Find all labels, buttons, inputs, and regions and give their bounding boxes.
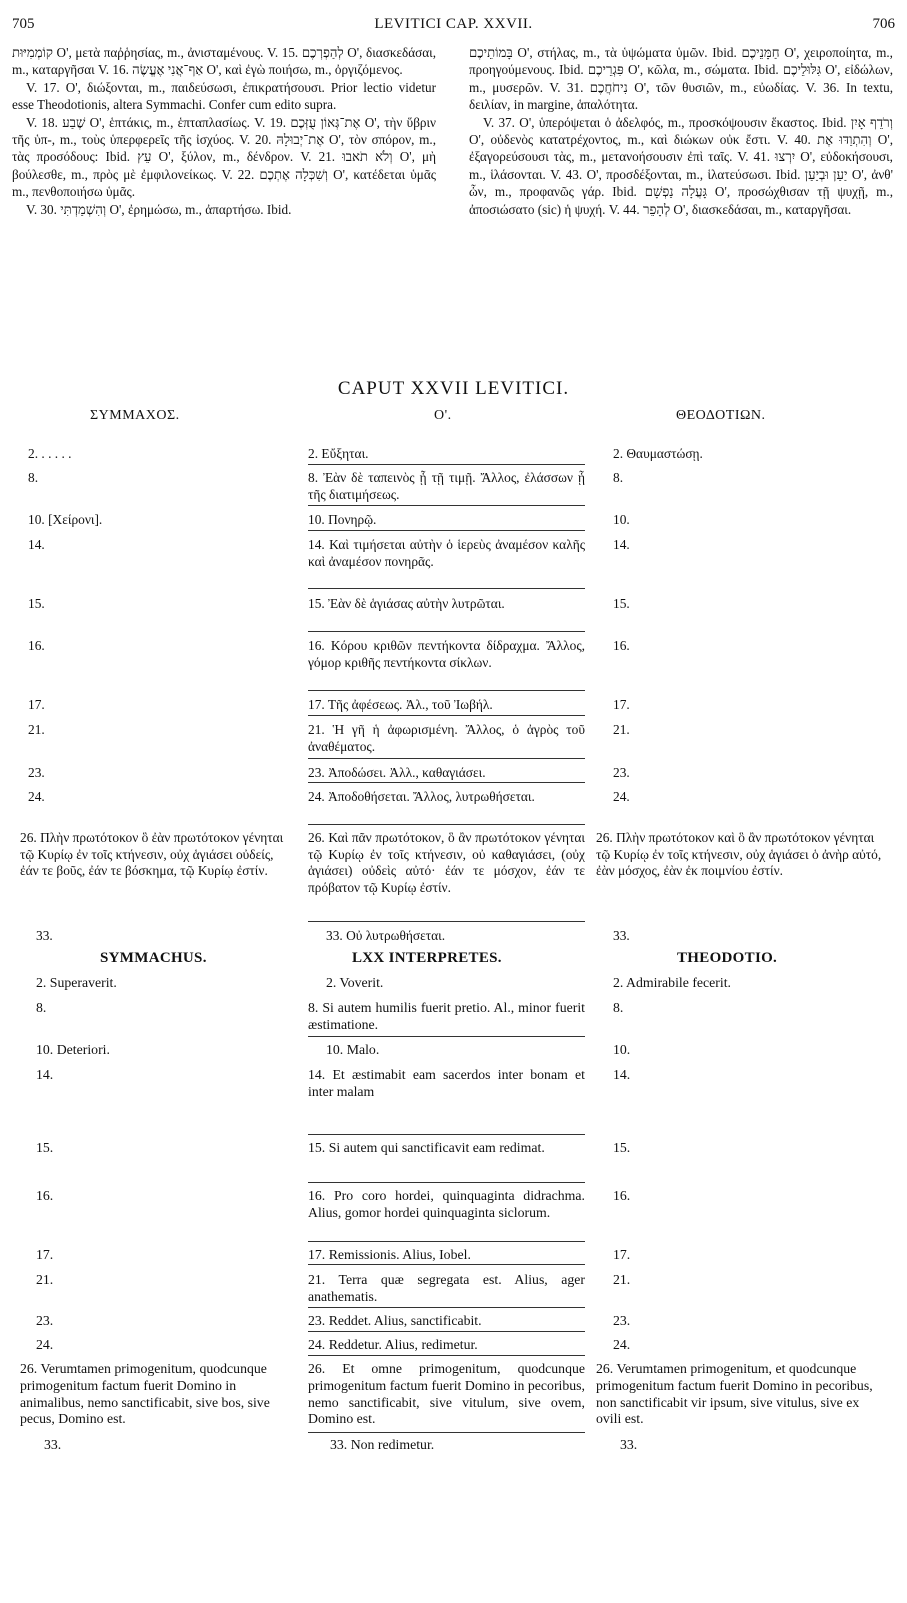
latin-theodotio-verse: 23.	[613, 1313, 631, 1328]
latin-symmachus-verse: 8.	[36, 1000, 47, 1015]
latin-header-symmachus: SYMMACHUS.	[100, 950, 207, 966]
latin-lxx-verse: 23. Reddet. Alius, sanctificabit.	[308, 1313, 482, 1328]
greek-lxx-verse: 21. Ἡ γῆ ἡ ἀφωρισμένη. Ἄλλος, ὁ ἀγρὸς τοῦ ἀναθέματος.	[308, 722, 585, 754]
greek-symmachus-verse: 8.	[28, 470, 39, 485]
latin-symmachus-verse: 17.	[36, 1247, 54, 1262]
greek-lxx-verse: 33. Οὐ λυτρωθήσεται.	[326, 928, 446, 943]
row-divider	[308, 1264, 585, 1265]
latin-lxx-verse: 33. Non redimetur.	[330, 1437, 435, 1452]
latin-lxx-verse: 8. Si autem humilis fuerit pretio. Al., minor fuerit æstimatione.	[308, 1000, 585, 1032]
greek-symmachus-verse: 23.	[28, 765, 45, 780]
greek-lxx-verse: 8. Ἐὰν δὲ ταπεινὸς ᾖ τῇ τιμῇ. Ἄλλος, ἐλάσσων ᾖ τῆς διατιμήσεως.	[308, 470, 585, 502]
right-page-number: 706	[872, 16, 895, 32]
greek-symmachus-verse: 17.	[28, 697, 45, 712]
latin-symmachus-verse: 10. Deteriori.	[36, 1042, 110, 1057]
greek-symmachus-verse: 21.	[28, 722, 45, 737]
latin-lxx-verse: 24. Reddetur. Alius, redimetur.	[308, 1337, 478, 1352]
latin-theodotio-verse: 14.	[613, 1067, 631, 1082]
latin-theodotio-verse: 15.	[613, 1140, 631, 1155]
greek-symmachus-verse: 16.	[28, 638, 45, 653]
row-divider	[308, 1036, 585, 1037]
row-divider	[308, 1355, 585, 1356]
row-divider	[308, 1182, 585, 1183]
latin-lxx-verse: 26. Et omne primogenitum, quodcunque primogenitum factum fuerit Domino in pecoribus, nemo sanctificabit, sive vitulum, sive ovem, Domino est.	[308, 1361, 585, 1427]
notes-section	[12, 44, 895, 374]
greek-lxx-verse: 24. Ἀποδοθήσεται. Ἄλλος, λυτρωθήσεται.	[308, 789, 535, 804]
chapter-title: CAPUT XXVII LEVITICI.	[337, 378, 570, 399]
latin-lxx-verse: 21. Terra quæ segregata est. Alius, ager anathematis.	[308, 1272, 585, 1304]
latin-symmachus-verse: 33.	[44, 1437, 62, 1452]
greek-lxx-verse: 16. Κόρου κριθῶν πεντήκοντα δίδραχμα. Ἄλλος, γόμορ κριθῆς πεντήκοντα σίκλων.	[308, 638, 585, 670]
row-divider	[308, 758, 585, 759]
latin-header-theodotio: THEODOTIO.	[677, 950, 778, 966]
row-divider	[308, 1134, 585, 1135]
greek-symmachus-verse: 24.	[28, 789, 45, 804]
latin-theodotio-verse: 24.	[613, 1337, 631, 1352]
greek-header-theodotion: ΘΕΟΔΟΤΙΩΝ.	[676, 408, 766, 423]
latin-theodotio-verse: 33.	[620, 1437, 638, 1452]
latin-symmachus-verse: 24.	[36, 1337, 54, 1352]
notes-right-column	[469, 44, 893, 218]
row-divider	[308, 715, 585, 716]
greek-symmachus-verse: 14.	[28, 537, 45, 552]
notes-left-column	[12, 44, 436, 218]
greek-header-lxx: O'.	[434, 408, 452, 423]
running-head	[12, 16, 895, 38]
greek-symmachus-verse: 26. Πλὴν πρωτότοκον ὃ ἐὰν πρωτότοκον γένηται τῷ Κυρίῳ ἐν τοῖς κτήνεσιν, οὐχ ἁγιάσει οὐδείς, ἐάν τε βοῦς, ἐάν τε βόσκημα, τῷ Κυρίῳ ἐστίν.	[20, 830, 284, 878]
latin-theodotio-verse: 26. Verumtamen primogenitum, et quodcunque primogenitum factum fuerit Domino in pecoribus, non sanctificabit vir ipsum, sive vitulus, sive ex ovili est.	[596, 1361, 873, 1427]
row-divider	[308, 588, 585, 589]
greek-symmachus-verse: 10. [Χείρονι].	[28, 512, 103, 527]
latin-lxx-verse: 15. Si autem qui sanctificavit eam redimat.	[308, 1140, 545, 1155]
latin-symmachus-verse: 21.	[36, 1272, 54, 1287]
latin-lxx-verse: 16. Pro coro hordei, quinquaginta didrachma. Alius, gomor hordei quinquaginta siclorum.	[308, 1188, 585, 1220]
greek-symmachus-verse: 2. . . . . .	[28, 446, 72, 461]
latin-header-lxx: LXX INTERPRETES.	[352, 950, 502, 966]
row-divider	[308, 631, 585, 632]
row-divider	[308, 505, 585, 506]
latin-theodotio-verse: 8.	[613, 1000, 624, 1015]
row-divider	[308, 1307, 585, 1308]
greek-lxx-verse: 26. Καὶ πᾶν πρωτότοκον, ὃ ἂν πρωτότοκον γένηται τῷ Κυρίῳ ἐν τοῖς κτήνεσιν, οὐ καθαγιάσει, (οὐχ ἁγιάσει) οὐδεὶς αὐτό· ἐάν τε μόσχον, ἐάν τε πρόβατον τῷ Κυρίῳ ἐστίν.	[308, 830, 585, 895]
row-divider	[308, 782, 585, 783]
latin-theodotio-verse: 2. Admirabile fecerit.	[613, 975, 731, 990]
greek-lxx-verse: 2. Εὔξηται.	[308, 446, 369, 461]
latin-theodotio-verse: 21.	[613, 1272, 631, 1287]
latin-symmachus-verse: 16.	[36, 1188, 54, 1203]
latin-lxx-verse: 10. Malo.	[326, 1042, 380, 1057]
row-divider	[308, 921, 585, 922]
note-paragraph: בָּמוֹתֵיכֶם O', στήλας, m., τὰ ὑψώματα ὑμῶν. Ibid. חַמָּנֵיכֶם O', χειροποίητα, m., προηγούμενους. Ibid. פִּגְרֵיכֶם O', κῶλα, m., σώματα. Ibid. גִּלּוּלֵיכֶם O', εἰδώλων, m., μυσερῶν. V. 31. נִיחֹחֲכֶם O', τῶν θυσιῶν, m., εὐωδίας. V. 36. In textu, δειλίαν, in margine, ἁπαλότητα.	[469, 45, 893, 113]
latin-symmachus-verse: 26. Verumtamen primogenitum, quodcunque primogenitum factum fuerit Domino in animalibus, nemo sanctificabit, sive bos, sive pecus, Domino est.	[20, 1361, 270, 1427]
greek-theodotion-verse: 2. Θαυμαστώσῃ.	[613, 446, 703, 461]
greek-lxx-verse: 10. Πονηρῷ.	[308, 512, 377, 527]
row-divider	[308, 1241, 585, 1242]
greek-header-symmachus: ΣΥΜΜΑΧΟΣ.	[90, 408, 180, 423]
row-divider	[308, 824, 585, 825]
greek-theodotion-verse: 8.	[613, 470, 624, 485]
greek-theodotion-verse: 15.	[613, 596, 630, 611]
latin-lxx-verse: 17. Remissionis. Alius, Iobel.	[308, 1247, 471, 1262]
greek-theodotion-verse: 10.	[613, 512, 630, 527]
greek-theodotion-verse: 24.	[613, 789, 630, 804]
row-divider	[308, 530, 585, 531]
latin-symmachus-verse: 15.	[36, 1140, 54, 1155]
latin-theodotio-verse: 16.	[613, 1188, 631, 1203]
greek-lxx-verse: 15. Ἐὰν δὲ ἁγιάσας αὐτὴν λυτρῶται.	[308, 596, 505, 611]
note-paragraph: V. 18. שֶׁבַע O', ἑπτάκις, m., ἑπταπλασίως. V. 19. אֶת־גְּאוֹן עֻזְּכֶם O', τὴν ὕβριν τῆς ὑπ-, m., τοὺς ὑπερφερεῖς τῆς ἰσχύος. V. 20. אֶת־יְבוּלָהּ O', τὸν σπόρον, m., τὰς προσόδους: Ibid. עֵץ O', ξύλον, m., δένδρον. V. 21. וְלֹא תֹאבוּ O', μὴ βούλεσθε, m., πρὸς μὲ ἐμφιλονείκως. V. 22. וְשִׁכְּלָה אֶתְכֶם O', κατέδεται ὑμᾶς m., πενθοποιήσω ὑμᾶς.	[12, 114, 437, 200]
note-paragraph: V. 37. O', ὑπερόψεται ὁ ἀδελφός, m., προσκόψουσιν ἕκαστος. Ibid. וְרֹדֵף אָיִן O', οὐδενὸς κατατρέχοντος, m., καὶ διώκων οὐκ ἔστι. V. 40. וְהִתְוַדּוּ אֶת O', ἐξαγορεύσουσι τὰς, m., μετανοήσουσιν ἐπὶ ταῖς. V. 41. יִרְצוּ O', εὐδοκήσουσι, m., ἱλάσονται. V. 43. O', προσδέξονται, m., ἱλατεύσωσι. Ibid. יַעַן וּבְיַעַן O', ἀνθ' ὧν, m., προφανῶς γάρ. Ibid. גָּעֲלָה נַפְשָׁם O', προσώχθισαν τῇ ψυχῇ, m., ἀποσιώσατο (sic) ἡ ψυχή. V. 44. לְהָפֵר O', διασκεδάσαι, m., καταργῆσαι.	[469, 114, 893, 217]
note-paragraph: V. 30. וְהִשְׁמַדְתִּי O', ἐρημώσω, m., ἀπαρτήσω. Ibid.	[26, 201, 292, 217]
greek-theodotion-verse: 17.	[613, 697, 630, 712]
greek-theodotion-verse: 23.	[613, 765, 630, 780]
note-paragraph: קוֹמְמִיּוּת O', μετὰ παῤῥησίας, m., ἀνισταμένους. V. 15. לְהַפְרְכֶם O', διασκεδάσαι, m., καταργῆσαι V. 16. אַף־אֲנִי אֶעֱשֶׂה O', καὶ ἐγὼ ποιήσω, m., ὀργιζόμενος.	[12, 45, 436, 78]
latin-lxx-verse: 2. Voverit.	[326, 975, 384, 990]
latin-symmachus-verse: 2. Superaverit.	[36, 975, 117, 990]
greek-symmachus-verse: 33.	[36, 928, 53, 943]
row-divider	[308, 1432, 585, 1433]
note-paragraph: V. 17. O', διώξονται, m., παιδεύσωσι, ἐπικρατήσουσι. Prior lectio videtur esse Theodotionis, altera Symmachi. Confer cum edito supra.	[12, 79, 436, 113]
greek-lxx-verse: 17. Τῆς ἀφέσεως. Ἀλ., τοῦ Ἰωβήλ.	[308, 697, 493, 712]
latin-symmachus-verse: 23.	[36, 1313, 54, 1328]
running-title: LEVITICI CAP. XXVII.	[374, 16, 533, 32]
latin-lxx-verse: 14. Et æstimabit eam sacerdos inter bonam et inter malam	[308, 1067, 585, 1099]
latin-theodotio-verse: 17.	[613, 1247, 631, 1262]
left-page-number: 705	[12, 16, 35, 32]
row-divider	[308, 690, 585, 691]
greek-theodotion-verse: 26. Πλὴν πρωτότοκον καὶ ὃ ἂν πρωτότοκον γένηται τῷ Κυρίῳ ἐν τοῖς κτήνεσιν, οὐχ ἁγιάσει ὁ ἀνὴρ αὐτό, ἐὰν μόσχος, ἐὰν ἐκ ποιμνίου ἐστίν.	[596, 830, 882, 878]
greek-theodotion-verse: 16.	[613, 638, 630, 653]
greek-theodotion-verse: 33.	[613, 928, 630, 943]
latin-theodotio-verse: 10.	[613, 1042, 631, 1057]
greek-lxx-verse: 14. Καὶ τιμήσεται αὐτὴν ὁ ἱερεὺς ἀναμέσον καλῆς καὶ ἀναμέσον πονηρᾶς.	[308, 537, 585, 569]
row-divider	[308, 1331, 585, 1332]
greek-symmachus-verse: 15.	[28, 596, 45, 611]
greek-theodotion-verse: 21.	[613, 722, 630, 737]
greek-theodotion-verse: 14.	[613, 537, 630, 552]
latin-symmachus-verse: 14.	[36, 1067, 54, 1082]
row-divider	[308, 464, 585, 465]
greek-lxx-verse: 23. Ἀποδώσει. Ἀλλ., καθαγιάσει.	[308, 765, 486, 780]
